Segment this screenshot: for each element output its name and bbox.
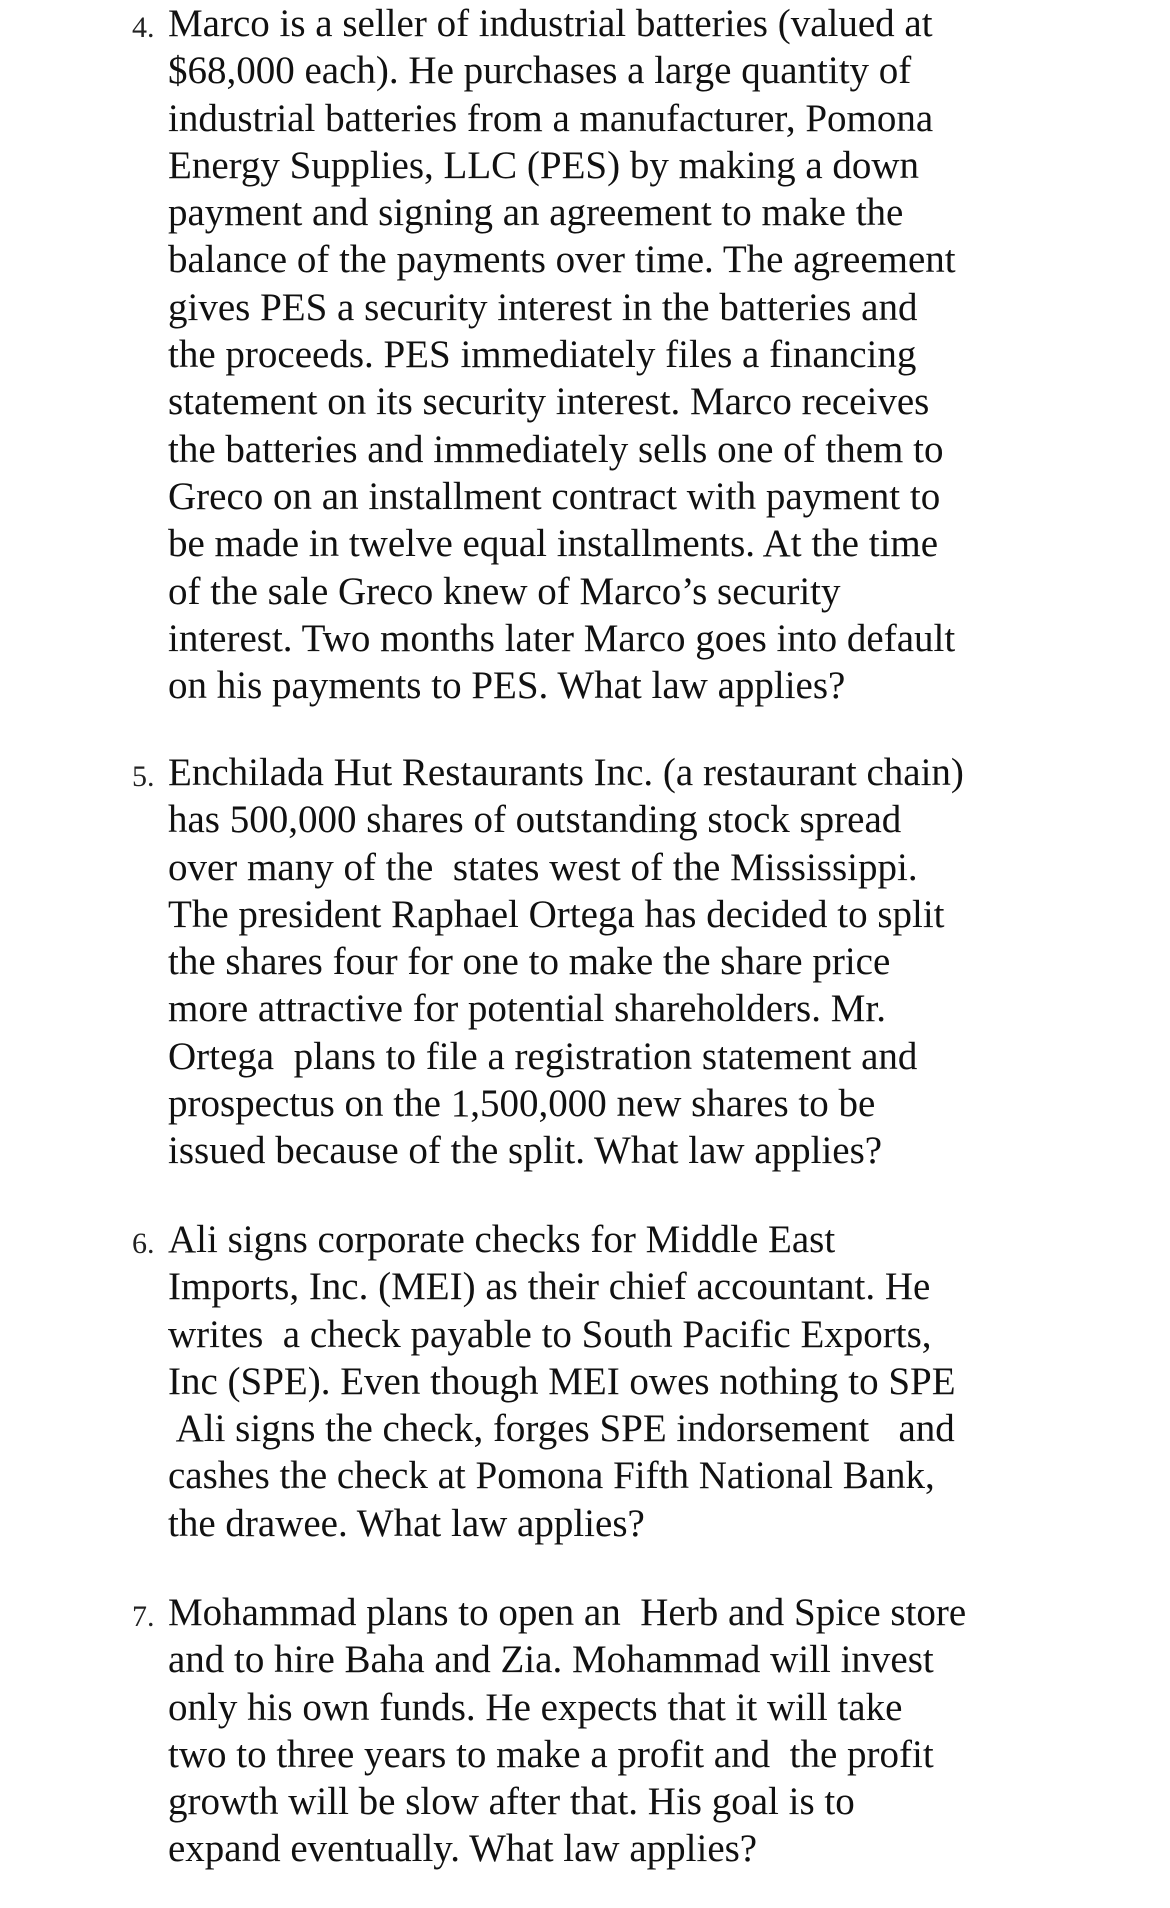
question-text-line: be made in twelve equal installments. At the time — [168, 522, 939, 566]
question-text-line: prospectus on the 1,500,000 new shares to be — [168, 1082, 876, 1126]
question-7 — [132, 1589, 1068, 1873]
question-text-line: more attractive for potential shareholders. Mr. — [168, 987, 886, 1031]
question-text-line: The president Raphael Ortega has decided to split — [168, 892, 945, 936]
question-text-line: Ali signs the check, forges SPE indorsement and — [168, 1407, 955, 1451]
question-text-line: gives PES a security interest in the batteries and — [168, 285, 918, 329]
question-text-line: the shares four for one to make the share price — [168, 940, 891, 984]
question-text-line: cashes the check at Pomona Fifth National Bank, — [168, 1454, 935, 1498]
question-text-line: only his own funds. He expects that it will take — [168, 1685, 903, 1729]
question-text-line: expand eventually. What law applies? — [168, 1827, 758, 1871]
question-text-line: the batteries and immediately sells one of them to — [168, 427, 944, 471]
question-5 — [132, 749, 1068, 1175]
question-text-line: payment and signing an agreement to make the — [168, 191, 904, 235]
question-text-line: Imports, Inc. (MEI) as their chief accountant. He — [168, 1265, 931, 1309]
question-text-line: $68,000 each). He purchases a large quantity of — [168, 49, 912, 93]
question-text-line: growth will be slow after that. His goal is to — [168, 1780, 855, 1824]
question-number: 4. — [132, 11, 155, 44]
question-text-line: and to hire Baha and Zia. Mohammad will invest — [168, 1638, 934, 1682]
question-text-line: Marco is a seller of industrial batteries (valued at — [168, 2, 933, 45]
question-text-line: Ortega plans to file a registration statement and — [168, 1034, 918, 1078]
question-text-line: statement on its security interest. Marco receives — [168, 380, 930, 424]
question-text-line: the drawee. What law applies? — [168, 1501, 645, 1545]
question-text-line: Mohammad plans to open an Herb and Spice store — [168, 1591, 967, 1634]
question-text-line: balance of the payments over time. The agreement — [168, 238, 956, 282]
question-text-line: industrial batteries from a manufacturer, Pomona — [168, 96, 934, 140]
question-text-line: Inc (SPE). Even though MEI owes nothing to SPE — [168, 1359, 956, 1403]
question-4 — [132, 0, 1068, 709]
question-text-line: over many of the states west of the Mississippi. — [168, 845, 918, 889]
question-text-line: interest. Two months later Marco goes into default — [168, 616, 956, 660]
question-text-line: Ali signs corporate checks for Middle East — [168, 1218, 836, 1261]
question-text-line: two to three years to make a profit and the profit — [168, 1732, 934, 1776]
question-text-line: has 500,000 shares of outstanding stock spread — [168, 798, 902, 842]
question-text-line: Energy Supplies, LLC (PES) by making a down — [168, 143, 920, 187]
question-number: 7. — [132, 1600, 155, 1633]
question-text-line: the proceeds. PES immediately files a financing — [168, 333, 917, 377]
question-6 — [132, 1216, 1068, 1547]
question-text-line: issued because of the split. What law applies? — [168, 1129, 883, 1173]
question-text-line: Greco on an installment contract with payment to — [168, 474, 941, 518]
question-number: 5. — [132, 760, 155, 793]
question-text-line: of the sale Greco knew of Marco’s security — [168, 569, 841, 613]
question-text-line: Enchilada Hut Restaurants Inc. (a restaurant chain) — [168, 751, 964, 794]
question-text-line: on his payments to PES. What law applies? — [168, 664, 846, 708]
question-number: 6. — [132, 1227, 155, 1260]
question-text-line: writes a check payable to South Pacific Exports, — [168, 1312, 932, 1356]
